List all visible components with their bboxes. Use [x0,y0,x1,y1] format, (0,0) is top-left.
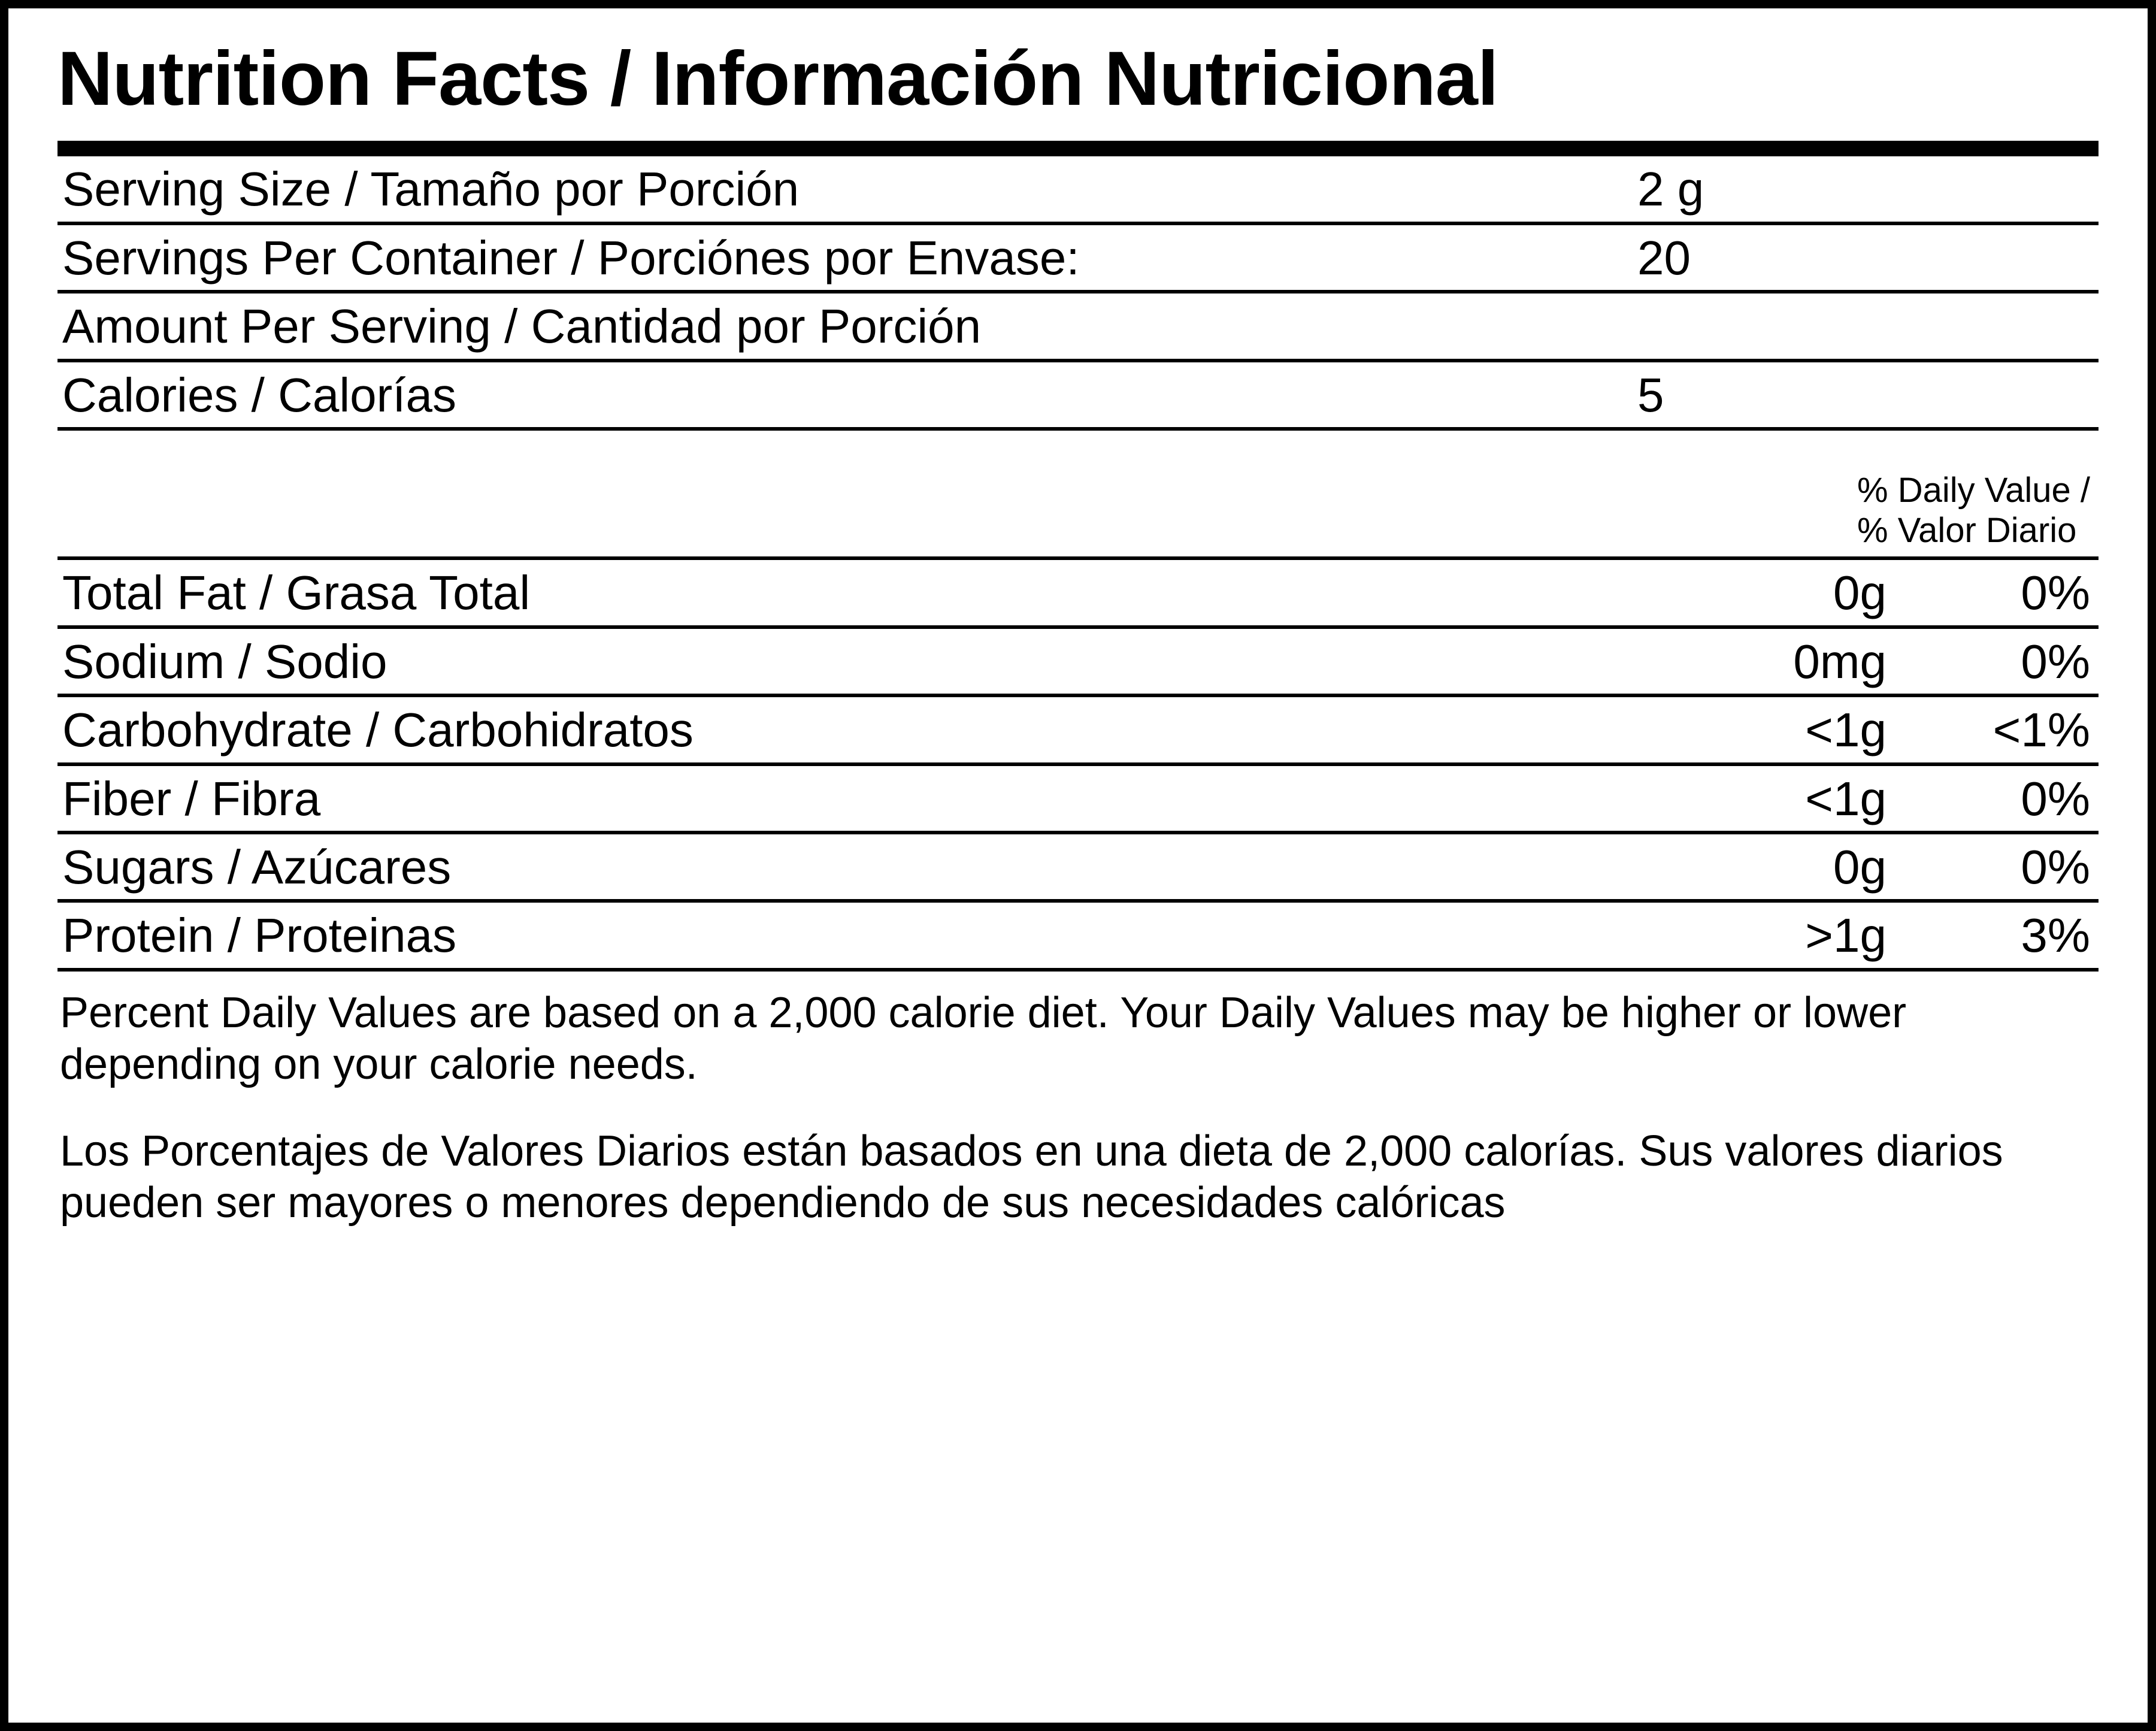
nutrient-amount: <1g [1805,703,1886,757]
daily-value-header-line-1: % Daily Value / [1857,470,2090,510]
nutrient-daily-value: 0% [2021,566,2090,620]
nutrient-daily-value: 3% [2021,909,2090,963]
serving-info-section [57,156,2099,431]
nutrition-facts-body [8,8,2148,1228]
calories-label: Calories / Calorías [62,368,457,422]
footnote-spanish: Los Porcentajes de Valores Diarios están basados en una dieta de 2,000 calorías. Sus valores diarios pueden ser mayores o menores dependiendo de sus necesidades calóricas [60,1127,2003,1227]
footnote-english: Percent Daily Values are based on a 2,000 calorie diet. Your Daily Values may be higher or lower depending on your calorie needs. [60,988,1907,1089]
nutrient-daily-value: 0% [2021,634,2090,688]
amount-per-serving-label: Amount Per Serving / Cantidad por Porción [62,299,982,353]
nutrient-label: Carbohydrate / Carbohidratos [62,703,694,757]
nutrient-daily-value: 0% [2021,771,2090,825]
nutrient-label: Total Fat / Grasa Total [62,566,531,620]
calories-row [57,362,2099,431]
daily-value-header-line-2: % Valor Diario [1857,511,2077,550]
nutrient-daily-value: <1% [1993,703,2090,757]
nutrient-row [57,560,2099,628]
footnotes-section [57,972,2099,1229]
nutrient-row [57,697,2099,765]
calories-value: 5 [1637,368,1664,422]
nutrient-row [57,629,2099,697]
nutrient-label: Protein / Proteinas [62,909,457,963]
nutrient-row [57,766,2099,834]
nutrient-amount: 0mg [1793,634,1886,688]
nutrients-section [57,560,2099,971]
nutrient-amount: >1g [1805,909,1886,963]
nutrient-daily-value: 0% [2021,840,2090,894]
nutrient-row [57,834,2099,903]
nutrient-label: Sugars / Azúcares [62,840,452,894]
title-divider [57,141,2099,156]
nutrient-amount: 0g [1833,840,1886,894]
daily-value-header [57,455,2099,561]
nutrient-amount: 0g [1833,566,1886,620]
servings-per-container-label: Servings Per Container / Porciónes por Envase: [62,231,1080,285]
amount-per-serving-row [57,293,2099,362]
serving-size-value: 2 g [1637,162,1704,216]
nutrient-label: Sodium / Sodio [62,634,387,688]
serving-size-row [57,156,2099,225]
serving-size-label: Serving Size / Tamaño por Porción [62,162,800,216]
servings-per-container-row [57,225,2099,293]
servings-per-container-value: 20 [1637,231,1691,285]
nutrient-label: Fiber / Fibra [62,771,321,825]
label-title: Nutrition Facts / Información Nutricional [57,36,1498,122]
nutrient-row [57,903,2099,971]
nutrient-amount: <1g [1805,771,1886,825]
